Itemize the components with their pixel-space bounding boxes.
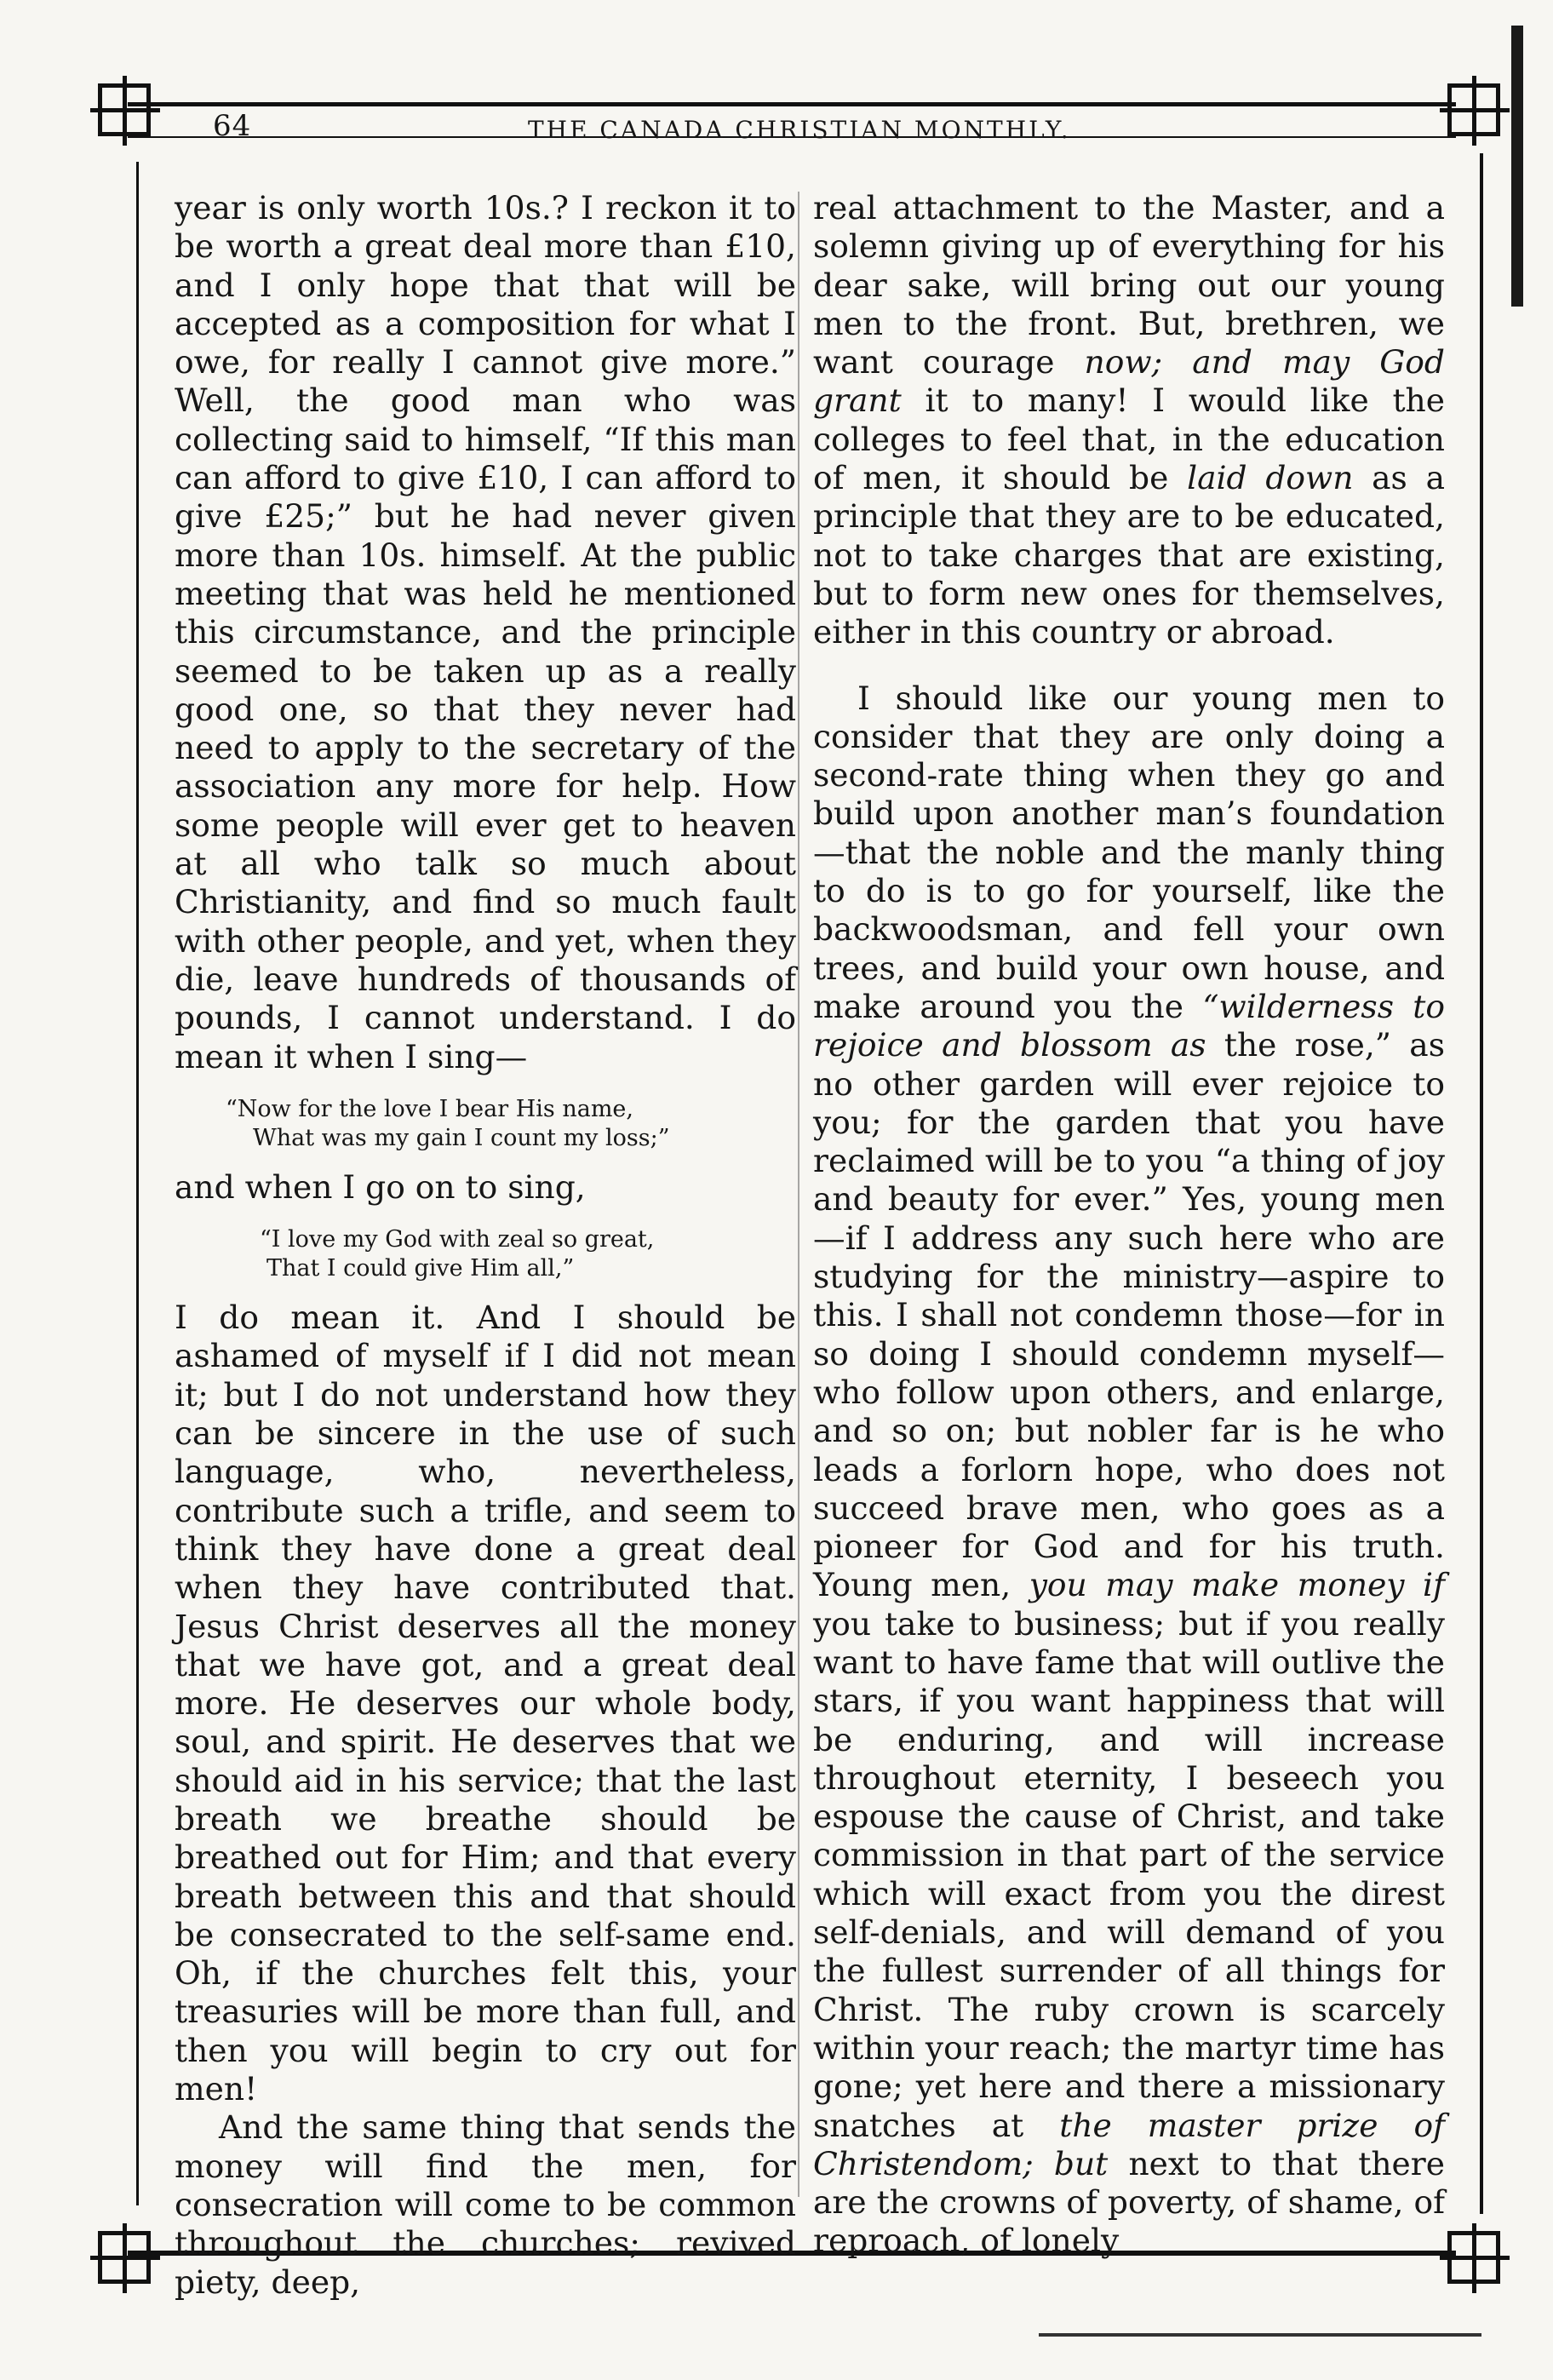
page-edge-shadow [1511, 26, 1523, 307]
column-divider [798, 192, 799, 2197]
paragraph [813, 189, 1445, 652]
right-border-rule [1480, 153, 1483, 2214]
italic-text: you may make money if [1029, 1566, 1445, 1604]
text-run: you take to business; but if you really want to have fame that will outlive the stars, if you want happiness that will be enduring, and will increase throughout eternity, I beseech you espouse the cause of Christ, and take commission in that part of the service which will exact from you the direst self-denials, and will demand of you the fullest surrender of all things for Christ. The ruby crown is scarcely within your reach; the martyr time has gone; yet here and there a missionary snatches at [813, 1604, 1445, 2144]
italic-text: “wilderness to rejoice and blossom as [813, 987, 1445, 1064]
paragraph: and when I go on to sing, [175, 1167, 586, 1206]
verse-quote [175, 1095, 796, 1153]
page-number: 64 [213, 109, 252, 143]
verse-quote [175, 1225, 796, 1283]
left-column [175, 189, 796, 2302]
header-rule [128, 102, 1456, 106]
paragraph: And the same thing that sends the money will find the men, for consecration will come to be common throughout the churches; revived piety, deep, [175, 2108, 796, 2301]
text-run: next to that there are the crowns of poverty, of shame, of reproach, of lonely [813, 2144, 1445, 2260]
verse-line: “I love my God with zeal so great, [260, 1226, 655, 1253]
text-run: as a principle that they are to be educated, not to take charges that are existing, but to form new ones for themselves, either in this country or abroad. [813, 459, 1445, 651]
paragraph: year is only worth 10s.? I reckon it to be worth a great deal more than £10, and I only hope that that will be accepted as a composition for what I owe, for really I cannot give more.” Well, the good man who was collecting said to himself, “If this man can afford to give £10, I can afford to give £25;” but he had never given more than 10s. himself. At the public meeting that was held he mentioned this circumstance, and the principle seemed to be taken up as a really good one, so that they never had need to apply to the secretary of the association any more for help. How some people will ever get to heaven at all who talk so much about Christianity, and find so much fault with other people, and yet, when they die, leave hundreds of thousands of pounds, I cannot understand. I do mean it when I sing— [175, 189, 796, 1075]
corner-ornament-icon [98, 2231, 151, 2284]
italic-text: now; and may God grant [813, 343, 1445, 420]
running-head: THE CANADA CHRISTIAN MONTHLY. [528, 116, 1071, 144]
verse-line: That I could give Him all,” [266, 1255, 575, 1282]
corner-ornament-icon [1447, 83, 1500, 136]
italic-text: the master prize of Christendom; but [813, 2106, 1445, 2182]
corner-ornament-icon [1447, 2231, 1500, 2284]
paragraph: I do mean it. And I should be ashamed of myself if I did not mean it; but I do not understand how they can be sincere in the use of such language, who, nevertheless, contribute such a trifle, and seem to think they have done a great deal when they have contributed that. Jesus Christ deserves all the money that we have got, and a great deal more. He deserves our whole body, soul, and spirit. He deserves that we should aid in his service; that the last breath we breathe should be breathed out for Him; and that every breath between this and that should be consecrated to the self-same end. Oh, if the churches felt this, your treasuries will be more than full, and then you will begin to cry out for men! [175, 1299, 796, 2108]
page-edge-line [1039, 2333, 1481, 2337]
paragraph [813, 680, 1445, 2261]
left-border-rule [136, 162, 139, 2205]
corner-ornament-icon [98, 83, 151, 136]
text-run: I should like our young men to consider that they are only doing a second-rate thing when they go and build upon another man’s foundation—that the noble and the manly thing to do is to go for yourself, like the backwoodsman, and fell your own trees, and build your own house, and make around you the [813, 679, 1445, 1025]
text-run: it to many! I would like the colleges to feel that, in the education of men, it should be [813, 381, 1445, 497]
verse-line: What was my gain I count my loss;” [253, 1124, 670, 1151]
italic-text: laid down [1187, 459, 1354, 497]
right-column [813, 189, 1445, 2261]
verse-line: “Now for the love I bear His name, [226, 1095, 633, 1122]
text-run: real attachment to the Master, and a solemn giving up of everything for his dear sake, will bring out our young men to the front. But, brethren, we want courage [813, 189, 1445, 381]
text-run: the rose,” as no other garden will ever rejoice to you; for the garden that you have reclaimed will be to you “a thing of joy and beauty for ever.” Yes, young men—if I address any such here who are studying for the ministry—aspire to this. I shall not condemn those—for in so doing I should condemn myself—who follow upon others, and enlarge, and so on; but nobler far is he who leads a forlorn hope, who does not succeed brave men, who goes as a pioneer for God and for his truth. Young men, [813, 1026, 1445, 1604]
